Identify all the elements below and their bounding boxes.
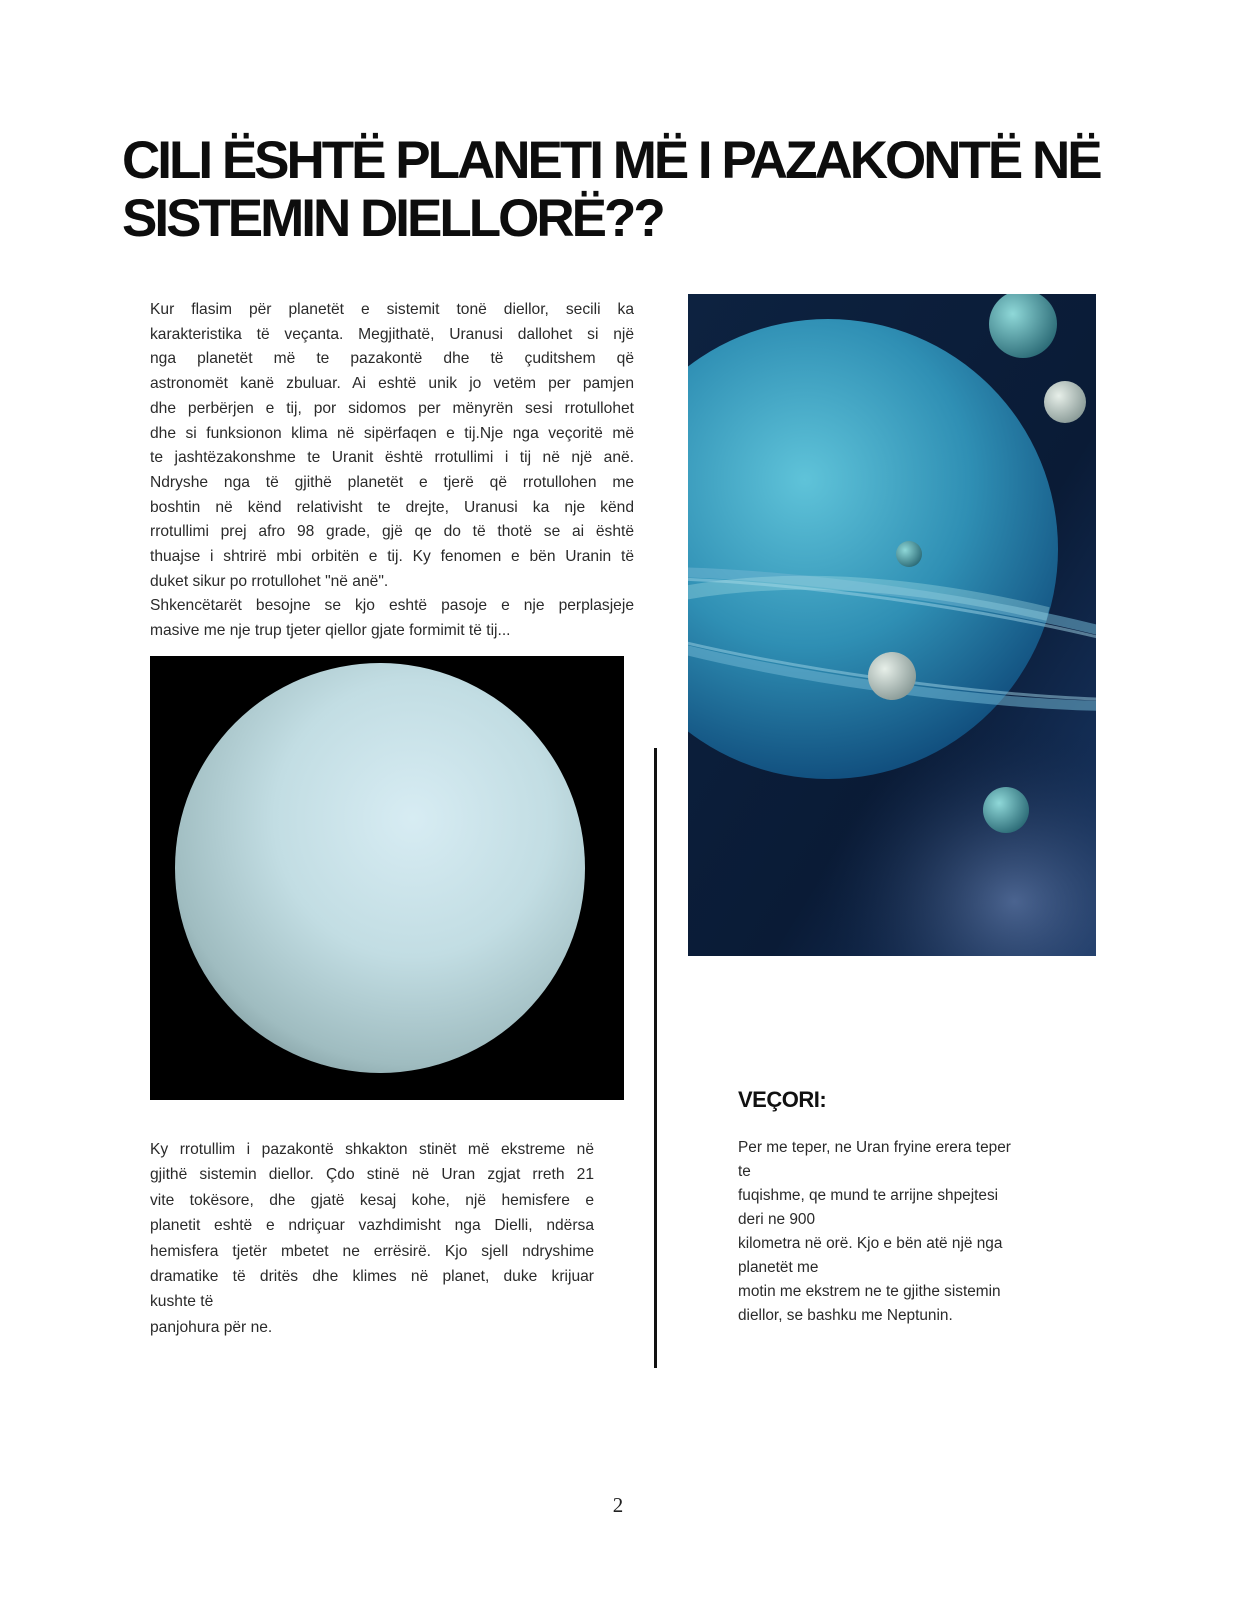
seasons-paragraph xyxy=(150,1137,594,1340)
intro-line: boshtin në kënd relativisht te drejte, Uranusi ka nje kënd xyxy=(150,498,634,516)
intro-line: karakteristika të veçanta. Megjithatë, Uranusi dallohet si një xyxy=(150,325,634,343)
seasons-line: gjithë sistemin diellor. Çdo stinë në Uran zgjat rreth 21 xyxy=(150,1166,594,1184)
intro-line: nga planetët më te pazakontë dhe të çuditshem që xyxy=(150,350,634,368)
features-line: planetët me xyxy=(738,1259,819,1276)
page-title: CILI ËSHTË PLANETI MË I PAZAKONTË NË SISTEMIN DIELLORË?? xyxy=(122,131,1100,248)
seasons-line: dramatike të dritës dhe klimes në planet, duke krijuar xyxy=(150,1268,594,1286)
intro-line: Shkencëtarët besojne se kjo eshtë pasoje e nje perplasjeje xyxy=(150,597,634,615)
features-paragraph xyxy=(738,1136,1048,1328)
features-heading: VEÇORI: xyxy=(738,1087,827,1112)
intro-line: dhe perbërjen e tij, por sidomos per mënyrën sesi rrotullohet xyxy=(150,399,634,417)
intro-line: astronomët kanë zbuluar. Ai eshtë unik jo vetëm per pamjen xyxy=(150,375,634,393)
column-divider xyxy=(654,748,657,1368)
intro-paragraph xyxy=(150,298,634,644)
features-line: kilometra në orë. Kjo e bën atë një nga xyxy=(738,1235,1003,1252)
page-number: 2 xyxy=(612,1493,624,1517)
seasons-line: planetit eshtë e ndriçuar vazhdimisht nga Dielli, ndërsa xyxy=(150,1217,594,1235)
seasons-line: hemisfera tjetër mbetet ne errësirë. Kjo sjell ndryshime xyxy=(150,1242,594,1260)
seasons-line: panjohura për ne. xyxy=(150,1318,273,1336)
uranus-photo-image xyxy=(150,656,624,1100)
uranus-photo-graphic xyxy=(150,656,624,1100)
intro-line: Ndryshe nga të gjithë planetët e tjerë që rrotullohen me xyxy=(150,473,634,491)
seasons-line: vite tokësore, dhe gjatë kesaj kohe, një hemisfere e xyxy=(150,1191,594,1209)
intro-line: te jashtëzakonshme te Uranit është rrotullimi i tij në një anë. xyxy=(150,449,634,467)
intro-line: Kur flasim për planetët e sistemit tonë diellor, secili ka xyxy=(150,301,634,318)
intro-line: duket sikur po rrotullohet "në anë". xyxy=(150,572,389,590)
intro-line: dhe si funksionon klima në sipërfaqen e tij.Nje nga veçoritë më xyxy=(150,424,634,442)
seasons-line: Ky rrotullim i pazakontë shkakton stinët më ekstreme në xyxy=(150,1141,594,1158)
uranus-illustration-image xyxy=(688,294,1096,956)
intro-line: masive me nje trup tjeter qiellor gjate formimit të tij... xyxy=(150,622,511,640)
intro-line: thuajse i shtrirë mbi orbitën e tij. Ky fenomen e bën Uranin të xyxy=(150,548,634,566)
features-line: Per me teper, ne Uran fryine erera teper xyxy=(738,1139,1011,1156)
uranus-illustration-graphic xyxy=(688,294,1096,956)
features-line: fuqishme, qe mund te arrijne shpejtesi xyxy=(738,1187,999,1204)
features-line: deri ne 900 xyxy=(738,1211,816,1228)
features-line: motin me ekstrem ne te gjithe sistemin xyxy=(738,1283,1001,1300)
features-line: te xyxy=(738,1163,751,1180)
seasons-line: kushte të xyxy=(150,1293,214,1311)
features-line: diellor, se bashku me Neptunin. xyxy=(738,1307,953,1324)
intro-line: rrotullimi prej afro 98 grade, gjë qe do të thotë se ai është xyxy=(150,523,634,541)
